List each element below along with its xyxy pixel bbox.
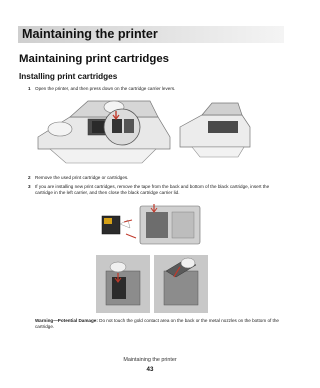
step-text: If you are installing new print cartridges, remove the tape from the back and bottom of the black cartridge, insert the cartridge in the left carrier, and then close the black cartridge carrier lid. [35, 184, 270, 195]
cartridge-tape-illustration [96, 200, 206, 248]
page-number: 43 [146, 366, 154, 373]
step-2 [28, 175, 280, 181]
step-text: Remove the used print cartridge or cartridges. [35, 175, 129, 180]
chapter-title: Maintaining the printer [22, 27, 158, 41]
printer-open-illustration [30, 97, 252, 169]
step-number: 2 [28, 175, 31, 180]
step-number: 3 [28, 184, 31, 189]
step-3 [28, 184, 280, 196]
subsection-title: Installing print cartridges [19, 72, 118, 81]
warning-text: Do not touch the gold contact area on the back or the metal nozzles on the bottom of the cartridge. [35, 318, 279, 329]
step-1 [28, 86, 280, 92]
insert-cartridge-illustration [96, 255, 208, 313]
warning-label: Warning—Potential Damage: [35, 318, 98, 323]
section-title: Maintaining print cartridges [19, 53, 169, 65]
warning-note [35, 318, 280, 330]
footer-chapter-label: Maintaining the printer [123, 357, 177, 363]
step-text: Open the printer, and then press down on the cartridge carrier levers. [35, 86, 176, 91]
step-number: 1 [28, 86, 31, 91]
